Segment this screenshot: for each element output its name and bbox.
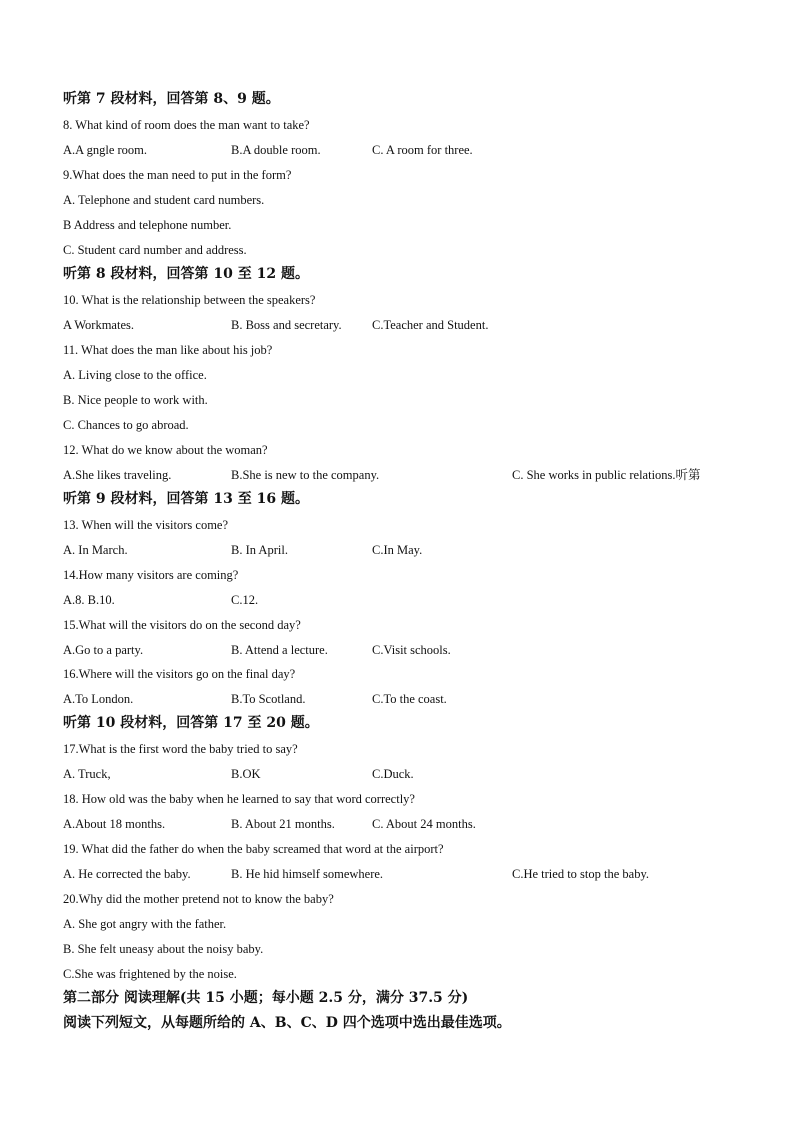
question-15-stem: 15.What will the visitors do on the second day?	[63, 618, 301, 632]
question-11-option-c: C. Chances to go abroad.	[63, 418, 189, 432]
question-18-option-a: A.About 18 months.	[63, 817, 166, 831]
part-two-heading: 第二部分 阅读理解(共 15 小题；每小题 2.5 分，满分 37.5 分)	[63, 990, 469, 1006]
question-12-option-b: B.She is new to the company.	[231, 468, 380, 482]
question-11-option-a: A. Living close to the office.	[63, 368, 207, 382]
question-8-option-c: C. A room for three.	[372, 143, 473, 157]
question-9-stem: 9.What does the man need to put in the form?	[63, 168, 292, 182]
question-10-option-b: B. Boss and secretary.	[231, 318, 342, 332]
question-16-option-c: C.To the coast.	[372, 692, 447, 706]
question-19-option-b: B. He hid himself somewhere.	[231, 867, 384, 881]
section-heading-10: 听第 10 段材料，回答第 17 至 20 题。	[63, 715, 319, 731]
question-10-stem: 10. What is the relationship between the speakers?	[63, 293, 316, 307]
part-two-instruction: 阅读下列短文，从每题所给的 A、B、C、D 四个选项中选出最佳选项。	[63, 1015, 511, 1031]
question-16-option-a: A.To London.	[63, 692, 134, 706]
question-10-option-c: C.Teacher and Student.	[372, 318, 489, 332]
question-13-option-b: B. In April.	[231, 543, 288, 557]
section-heading-8: 听第 8 段材料，回答第 10 至 12 题。	[63, 266, 309, 282]
question-20-option-c: C.She was frightened by the noise.	[63, 967, 237, 981]
question-14-option-c: C.12.	[231, 593, 259, 607]
question-11-option-b: B. Nice people to work with.	[63, 393, 208, 407]
question-16-option-b: B.To Scotland.	[231, 692, 306, 706]
question-8-option-b: B.A double room.	[231, 143, 321, 157]
question-15-option-b: B. Attend a lecture.	[231, 643, 328, 657]
section-heading-7: 听第 7 段材料，回答第 8、9 题。	[63, 91, 280, 107]
question-9-option-b: B Address and telephone number.	[63, 218, 232, 232]
question-20-option-b: B. She felt uneasy about the noisy baby.	[63, 942, 264, 956]
question-12-option-c: C. She works in public relations.听第	[512, 468, 701, 482]
question-8-stem: 8. What kind of room does the man want to take?	[63, 118, 310, 132]
question-17-option-b: B.OK	[231, 767, 261, 781]
question-19-stem: 19. What did the father do when the baby screamed that word at the airport?	[63, 842, 444, 856]
question-18-option-b: B. About 21 months.	[231, 817, 335, 831]
section-heading-9: 听第 9 段材料，回答第 13 至 16 题。	[63, 491, 309, 507]
question-18-option-c: C. About 24 months.	[372, 817, 476, 831]
question-16-stem: 16.Where will the visitors go on the final day?	[63, 667, 296, 681]
question-17-option-a: A. Truck,	[63, 767, 111, 781]
question-13-option-c: C.In May.	[372, 543, 423, 557]
question-9-option-a: A. Telephone and student card numbers.	[63, 193, 265, 207]
question-11-stem: 11. What does the man like about his job?	[63, 343, 273, 357]
question-12-stem: 12. What do we know about the woman?	[63, 443, 268, 457]
question-15-option-c: C.Visit schools.	[372, 643, 451, 657]
question-18-stem: 18. How old was the baby when he learned to say that word correctly?	[63, 792, 415, 806]
question-15-option-a: A.Go to a party.	[63, 643, 144, 657]
question-17-stem: 17.What is the first word the baby tried to say?	[63, 742, 298, 756]
question-13-stem: 13. When will the visitors come?	[63, 518, 229, 532]
question-17-option-c: C.Duck.	[372, 767, 414, 781]
question-9-option-c: C. Student card number and address.	[63, 243, 247, 257]
question-20-stem: 20.Why did the mother pretend not to know the baby?	[63, 892, 334, 906]
question-8-option-a: A.A gngle room.	[63, 143, 148, 157]
question-14-stem: 14.How many visitors are coming?	[63, 568, 239, 582]
question-19-option-a: A. He corrected the baby.	[63, 867, 191, 881]
question-10-option-a: A Workmates.	[63, 318, 134, 332]
question-14-options-ab: A.8. B.10.	[63, 593, 115, 607]
question-12-option-a: A.She likes traveling.	[63, 468, 172, 482]
question-13-option-a: A. In March.	[63, 543, 128, 557]
question-19-option-c: C.He tried to stop the baby.	[512, 867, 650, 881]
question-20-option-a: A. She got angry with the father.	[63, 917, 227, 931]
